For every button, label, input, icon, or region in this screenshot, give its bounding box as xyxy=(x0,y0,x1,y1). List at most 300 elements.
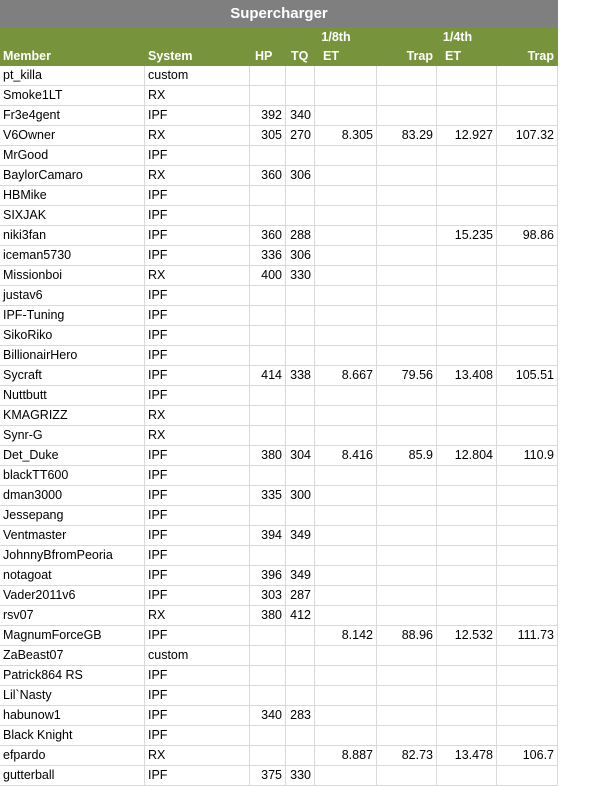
hp-cell: 335 xyxy=(250,486,286,505)
quarter-et-cell xyxy=(437,466,497,485)
system-cell: RX xyxy=(145,266,250,285)
hp-cell xyxy=(250,326,286,345)
quarter-et-cell xyxy=(437,546,497,565)
quarter-et-cell xyxy=(437,146,497,165)
table-row xyxy=(0,486,558,506)
system-cell: custom xyxy=(145,66,250,85)
eighth-et-cell xyxy=(315,686,377,705)
member-cell: SIXJAK xyxy=(0,206,145,225)
quarter-et-column-header: ET xyxy=(445,49,461,63)
tq-cell: 340 xyxy=(286,106,315,125)
table-row xyxy=(0,306,558,326)
member-cell: IPF-Tuning xyxy=(0,306,145,325)
tq-cell: 306 xyxy=(286,246,315,265)
tq-cell xyxy=(286,146,315,165)
hp-cell xyxy=(250,506,286,525)
member-cell: Fr3e4gent xyxy=(0,106,145,125)
quarter-et-cell: 12.804 xyxy=(437,446,497,465)
table-row xyxy=(0,366,558,386)
member-cell: SikoRiko xyxy=(0,326,145,345)
system-cell: RX xyxy=(145,166,250,185)
member-cell: JohnnyBfromPeoria xyxy=(0,546,145,565)
table-row xyxy=(0,546,558,566)
member-cell: Sycraft xyxy=(0,366,145,385)
tq-cell: 300 xyxy=(286,486,315,505)
system-cell: IPF xyxy=(145,626,250,645)
system-cell: IPF xyxy=(145,766,250,785)
tq-cell: 283 xyxy=(286,706,315,725)
eighth-et-cell xyxy=(315,486,377,505)
system-cell: IPF xyxy=(145,546,250,565)
quarter-et-cell: 15.235 xyxy=(437,226,497,245)
system-cell: IPF xyxy=(145,506,250,525)
eighth-et-cell xyxy=(315,166,377,185)
quarter-trap-cell xyxy=(497,186,558,205)
quarter-trap-cell: 105.51 xyxy=(497,366,558,385)
eighth-trap-cell xyxy=(377,346,437,365)
quarter-trap-cell xyxy=(497,146,558,165)
tq-cell: 288 xyxy=(286,226,315,245)
hp-cell: 303 xyxy=(250,586,286,605)
eighth-et-cell xyxy=(315,206,377,225)
quarter-et-cell xyxy=(437,646,497,665)
quarter-trap-cell xyxy=(497,386,558,405)
system-cell: IPF xyxy=(145,566,250,585)
eighth-trap-cell xyxy=(377,146,437,165)
eighth-trap-cell xyxy=(377,86,437,105)
system-cell: RX xyxy=(145,126,250,145)
member-cell: rsv07 xyxy=(0,606,145,625)
system-cell: IPF xyxy=(145,226,250,245)
quarter-et-cell xyxy=(437,306,497,325)
table-row xyxy=(0,206,558,226)
member-cell: Det_Duke xyxy=(0,446,145,465)
hp-cell: 380 xyxy=(250,606,286,625)
eighth-trap-cell xyxy=(377,766,437,785)
system-cell: IPF xyxy=(145,106,250,125)
hp-cell: 396 xyxy=(250,566,286,585)
hp-column-header: HP xyxy=(255,49,273,63)
member-cell: Jessepang xyxy=(0,506,145,525)
tq-cell: 330 xyxy=(286,766,315,785)
system-cell: IPF xyxy=(145,726,250,745)
hp-cell xyxy=(250,406,286,425)
system-cell: RX xyxy=(145,606,250,625)
quarter-et-cell xyxy=(437,426,497,445)
quarter-trap-cell xyxy=(497,86,558,105)
quarter-trap-cell xyxy=(497,726,558,745)
table-row xyxy=(0,406,558,426)
eighth-trap-cell xyxy=(377,586,437,605)
quarter-et-cell xyxy=(437,206,497,225)
quarter-trap-cell xyxy=(497,66,558,85)
table-row xyxy=(0,126,558,146)
quarter-et-cell xyxy=(437,506,497,525)
tq-cell xyxy=(286,506,315,525)
quarter-et-cell: 13.408 xyxy=(437,366,497,385)
tq-cell xyxy=(286,686,315,705)
quarter-et-cell xyxy=(437,66,497,85)
hp-cell xyxy=(250,286,286,305)
group-header-row xyxy=(0,27,558,47)
table-row xyxy=(0,286,558,306)
quarter-trap-cell xyxy=(497,526,558,545)
hp-cell: 360 xyxy=(250,226,286,245)
quarter-trap-cell xyxy=(497,206,558,225)
member-cell: KMAGRIZZ xyxy=(0,406,145,425)
eighth-et-cell: 8.305 xyxy=(315,126,377,145)
eighth-trap-cell xyxy=(377,686,437,705)
hp-cell: 380 xyxy=(250,446,286,465)
quarter-trap-cell xyxy=(497,606,558,625)
system-cell: RX xyxy=(145,86,250,105)
eighth-trap-cell xyxy=(377,546,437,565)
eighth-trap-cell xyxy=(377,206,437,225)
quarter-trap-cell xyxy=(497,566,558,585)
table-row xyxy=(0,346,558,366)
eighth-et-cell xyxy=(315,86,377,105)
quarter-trap-column-header: Trap xyxy=(527,49,554,63)
system-cell: RX xyxy=(145,406,250,425)
eighth-et-cell xyxy=(315,526,377,545)
quarter-trap-cell xyxy=(497,346,558,365)
system-cell: IPF xyxy=(145,486,250,505)
quarter-trap-cell xyxy=(497,106,558,125)
eighth-trap-cell: 83.29 xyxy=(377,126,437,145)
quarter-et-cell: 13.478 xyxy=(437,746,497,765)
quarter-et-cell xyxy=(437,566,497,585)
eighth-trap-cell xyxy=(377,286,437,305)
tq-cell: 349 xyxy=(286,526,315,545)
eighth-trap-cell xyxy=(377,426,437,445)
quarter-trap-cell xyxy=(497,246,558,265)
column-header-row xyxy=(0,47,558,66)
system-cell: IPF xyxy=(145,206,250,225)
eighth-trap-cell xyxy=(377,706,437,725)
eighth-trap-cell: 85.9 xyxy=(377,446,437,465)
hp-cell: 340 xyxy=(250,706,286,725)
tq-cell: 330 xyxy=(286,266,315,285)
eighth-trap-cell xyxy=(377,266,437,285)
eighth-trap-cell: 79.56 xyxy=(377,366,437,385)
member-cell: blackTT600 xyxy=(0,466,145,485)
tq-cell: 287 xyxy=(286,586,315,605)
eighth-trap-cell: 88.96 xyxy=(377,626,437,645)
system-cell: RX xyxy=(145,746,250,765)
system-column-header: System xyxy=(148,49,193,63)
eighth-trap-cell xyxy=(377,186,437,205)
quarter-trap-cell xyxy=(497,546,558,565)
hp-cell xyxy=(250,86,286,105)
system-cell: IPF xyxy=(145,686,250,705)
hp-cell: 392 xyxy=(250,106,286,125)
eighth-trap-cell xyxy=(377,726,437,745)
quarter-et-cell xyxy=(437,666,497,685)
quarter-trap-cell xyxy=(497,326,558,345)
eighth-trap-cell xyxy=(377,306,437,325)
table-row xyxy=(0,186,558,206)
eighth-et-cell xyxy=(315,286,377,305)
eighth-trap-cell xyxy=(377,106,437,125)
hp-cell xyxy=(250,646,286,665)
hp-cell xyxy=(250,146,286,165)
eighth-et-cell xyxy=(315,706,377,725)
quarter-et-cell xyxy=(437,246,497,265)
tq-cell xyxy=(286,206,315,225)
hp-cell xyxy=(250,206,286,225)
quarter-et-cell xyxy=(437,386,497,405)
system-cell: IPF xyxy=(145,346,250,365)
table-row xyxy=(0,666,558,686)
eighth-et-cell xyxy=(315,546,377,565)
eighth-et-cell xyxy=(315,386,377,405)
quarter-trap-cell xyxy=(497,406,558,425)
tq-cell xyxy=(286,306,315,325)
eighth-trap-column-header: Trap xyxy=(406,49,433,63)
quarter-trap-cell xyxy=(497,166,558,185)
eighth-trap-cell xyxy=(377,566,437,585)
quarter-et-cell: 12.927 xyxy=(437,126,497,145)
eighth-trap-cell xyxy=(377,406,437,425)
eighth-et-cell xyxy=(315,586,377,605)
eighth-et-cell xyxy=(315,406,377,425)
eighth-trap-cell xyxy=(377,486,437,505)
quarter-et-cell xyxy=(437,486,497,505)
eighth-et-cell xyxy=(315,326,377,345)
member-cell: iceman5730 xyxy=(0,246,145,265)
system-cell: IPF xyxy=(145,366,250,385)
quarter-et-cell xyxy=(437,266,497,285)
member-cell: niki3fan xyxy=(0,226,145,245)
member-cell: Nuttbutt xyxy=(0,386,145,405)
tq-cell: 338 xyxy=(286,366,315,385)
hp-cell xyxy=(250,306,286,325)
hp-cell: 400 xyxy=(250,266,286,285)
hp-cell xyxy=(250,686,286,705)
quarter-trap-cell: 110.9 xyxy=(497,446,558,465)
eighth-trap-cell xyxy=(377,606,437,625)
member-cell: V6Owner xyxy=(0,126,145,145)
quarter-trap-cell xyxy=(497,686,558,705)
tq-cell xyxy=(286,426,315,445)
system-cell: IPF xyxy=(145,326,250,345)
tq-cell xyxy=(286,546,315,565)
member-cell: HBMike xyxy=(0,186,145,205)
member-cell: dman3000 xyxy=(0,486,145,505)
tq-cell xyxy=(286,466,315,485)
tq-cell xyxy=(286,346,315,365)
quarter-et-cell xyxy=(437,86,497,105)
quarter-et-cell xyxy=(437,186,497,205)
quarter-et-cell xyxy=(437,106,497,125)
eighth-et-cell xyxy=(315,226,377,245)
eighth-trap-cell xyxy=(377,506,437,525)
header-spacer xyxy=(0,27,275,47)
quarter-trap-cell xyxy=(497,506,558,525)
eighth-trap-cell xyxy=(377,666,437,685)
table-row xyxy=(0,746,558,766)
eighth-et-cell: 8.667 xyxy=(315,366,377,385)
system-cell: IPF xyxy=(145,706,250,725)
quarter-et-cell xyxy=(437,726,497,745)
table-row xyxy=(0,106,558,126)
tq-cell: 306 xyxy=(286,166,315,185)
hp-cell xyxy=(250,386,286,405)
member-cell: Black Knight xyxy=(0,726,145,745)
member-cell: Vader2011v6 xyxy=(0,586,145,605)
member-cell: Synr-G xyxy=(0,426,145,445)
member-cell: MagnumForceGB xyxy=(0,626,145,645)
table-row xyxy=(0,626,558,646)
table-row xyxy=(0,266,558,286)
hp-cell xyxy=(250,466,286,485)
member-cell: notagoat xyxy=(0,566,145,585)
system-cell: custom xyxy=(145,646,250,665)
eighth-et-cell xyxy=(315,566,377,585)
eighth-trap-cell xyxy=(377,326,437,345)
hp-cell: 360 xyxy=(250,166,286,185)
eighth-mile-header: 1/8th xyxy=(321,30,351,44)
hp-cell: 375 xyxy=(250,766,286,785)
tq-cell xyxy=(286,326,315,345)
quarter-et-cell xyxy=(437,166,497,185)
eighth-et-cell xyxy=(315,466,377,485)
member-cell: ZaBeast07 xyxy=(0,646,145,665)
tq-cell: 349 xyxy=(286,566,315,585)
tq-cell: 270 xyxy=(286,126,315,145)
table-row xyxy=(0,146,558,166)
quarter-et-cell xyxy=(437,526,497,545)
hp-cell xyxy=(250,346,286,365)
member-cell: Ventmaster xyxy=(0,526,145,545)
quarter-trap-cell xyxy=(497,306,558,325)
eighth-trap-cell: 82.73 xyxy=(377,746,437,765)
tq-cell xyxy=(286,386,315,405)
hp-cell xyxy=(250,546,286,565)
eighth-et-cell xyxy=(315,246,377,265)
quarter-trap-cell xyxy=(497,586,558,605)
quarter-et-cell xyxy=(437,326,497,345)
table-row xyxy=(0,66,558,86)
eighth-et-cell xyxy=(315,186,377,205)
system-cell: IPF xyxy=(145,466,250,485)
tq-cell xyxy=(286,66,315,85)
table-row xyxy=(0,226,558,246)
table-body xyxy=(0,66,558,786)
system-cell: IPF xyxy=(145,146,250,165)
eighth-et-cell xyxy=(315,66,377,85)
table-title: Supercharger xyxy=(0,0,558,27)
table-row xyxy=(0,466,558,486)
member-cell: habunow1 xyxy=(0,706,145,725)
hp-cell: 305 xyxy=(250,126,286,145)
hp-cell xyxy=(250,66,286,85)
eighth-et-cell xyxy=(315,766,377,785)
table-row xyxy=(0,166,558,186)
system-cell: IPF xyxy=(145,526,250,545)
system-cell: IPF xyxy=(145,446,250,465)
tq-cell xyxy=(286,286,315,305)
table-row xyxy=(0,86,558,106)
eighth-trap-cell xyxy=(377,646,437,665)
quarter-trap-cell: 107.32 xyxy=(497,126,558,145)
tq-cell: 304 xyxy=(286,446,315,465)
member-cell: Lil`Nasty xyxy=(0,686,145,705)
tq-cell xyxy=(286,746,315,765)
member-cell: Missionboi xyxy=(0,266,145,285)
hp-cell xyxy=(250,186,286,205)
quarter-trap-cell xyxy=(497,426,558,445)
hp-cell: 414 xyxy=(250,366,286,385)
tq-cell xyxy=(286,86,315,105)
quarter-et-cell xyxy=(437,286,497,305)
table-row xyxy=(0,646,558,666)
eighth-et-cell xyxy=(315,606,377,625)
eighth-et-cell xyxy=(315,646,377,665)
system-cell: IPF xyxy=(145,186,250,205)
table-row xyxy=(0,246,558,266)
quarter-trap-cell xyxy=(497,266,558,285)
quarter-trap-cell: 98.86 xyxy=(497,226,558,245)
eighth-et-cell xyxy=(315,726,377,745)
table-row xyxy=(0,446,558,466)
member-cell: justav6 xyxy=(0,286,145,305)
tq-cell xyxy=(286,406,315,425)
table-row xyxy=(0,766,558,786)
quarter-et-cell xyxy=(437,406,497,425)
quarter-trap-cell: 111.73 xyxy=(497,626,558,645)
table-row xyxy=(0,426,558,446)
hp-cell: 336 xyxy=(250,246,286,265)
quarter-trap-cell xyxy=(497,666,558,685)
eighth-trap-cell xyxy=(377,226,437,245)
eighth-trap-cell xyxy=(377,166,437,185)
member-cell: Smoke1LT xyxy=(0,86,145,105)
tq-cell: 412 xyxy=(286,606,315,625)
eighth-et-cell xyxy=(315,266,377,285)
tq-cell xyxy=(286,626,315,645)
system-cell: IPF xyxy=(145,306,250,325)
table-row xyxy=(0,506,558,526)
eighth-et-column-header: ET xyxy=(323,49,339,63)
tq-cell xyxy=(286,666,315,685)
eighth-trap-cell xyxy=(377,246,437,265)
tq-cell xyxy=(286,646,315,665)
member-cell: gutterball xyxy=(0,766,145,785)
hp-cell xyxy=(250,666,286,685)
quarter-trap-cell xyxy=(497,466,558,485)
hp-cell xyxy=(250,726,286,745)
table-row xyxy=(0,706,558,726)
eighth-et-cell: 8.887 xyxy=(315,746,377,765)
table-row xyxy=(0,606,558,626)
member-cell: Patrick864 RS xyxy=(0,666,145,685)
system-cell: RX xyxy=(145,426,250,445)
quarter-et-cell xyxy=(437,686,497,705)
system-cell: IPF xyxy=(145,666,250,685)
table-row xyxy=(0,566,558,586)
system-cell: IPF xyxy=(145,286,250,305)
eighth-et-cell xyxy=(315,346,377,365)
tq-column-header: TQ xyxy=(291,49,309,63)
tq-cell xyxy=(286,726,315,745)
eighth-et-cell: 8.142 xyxy=(315,626,377,645)
table-row xyxy=(0,586,558,606)
member-cell: BillionairHero xyxy=(0,346,145,365)
member-cell: MrGood xyxy=(0,146,145,165)
member-cell: BaylorCamaro xyxy=(0,166,145,185)
member-cell: efpardo xyxy=(0,746,145,765)
